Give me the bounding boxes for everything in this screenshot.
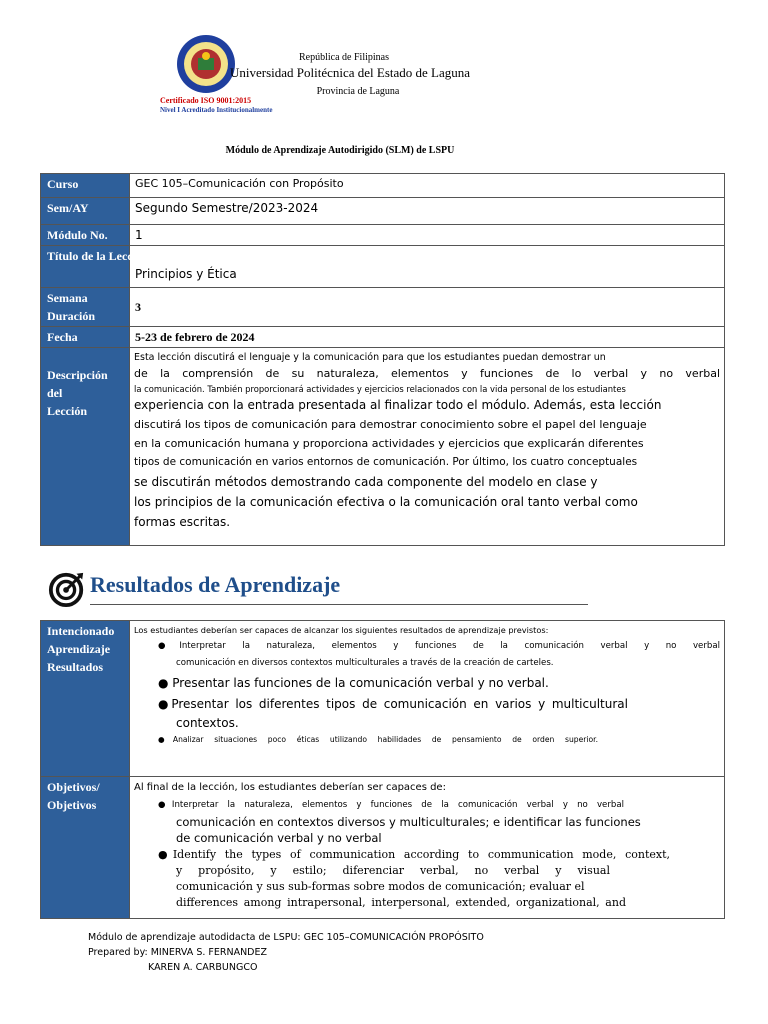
ilo-label-line1: Intencionado [47,624,115,638]
footer-prepared-by: Prepared by: MINERVA S. FERNANDEZ [88,947,268,958]
header-province: Provincia de Laguna [316,86,400,97]
desc-line-5: discutirá los tipos de comunicación para demostrar conocimiento sobre el papel del lenguaje [134,418,647,431]
descripcion-value [130,348,725,546]
semana-label [41,288,130,327]
header-country: República de Filipinas [299,52,389,63]
titulo-label [41,246,149,288]
sem-value: Segundo Semestre/2023-2024 [130,198,725,225]
resultados-title: Resultados de Aprendizaje [90,572,341,597]
fecha-value: 5-23 de febrero de 2024 [130,327,725,348]
ilo-bullet-1b: comunicación en diversos contextos multiculturales a través de la creación de carteles. [176,658,554,668]
descripcion-label [41,348,130,546]
titulo-label-text: Título de la Lección [47,249,149,263]
ilo-bullet-1a: ●Interpretar la naturaleza, elementos y funciones de la comunicación verbal y no verbal [158,641,720,651]
semana-label-line1: Semana [47,291,88,305]
semana-value: 3 [130,288,725,327]
obj-bullet-2d: differences among intrapersonal, interpersonal, extended, organizational, and [176,896,626,909]
modulo-label: Módulo No. [41,225,130,246]
header-university: Universidad Politécnica del Estado de Laguna [229,65,471,80]
ilo-bullet-2: ● Presentar las funciones de la comunicación verbal y no verbal. [158,676,549,690]
fecha-label: Fecha [41,327,130,348]
obj-bullet-2c: comunicación y sus sub-formas sobre modos de comunicación; evaluar el [176,880,585,893]
desc-line-9: los principios de la comunicación efectiva o la comunicación oral tanto verbal como [134,495,638,509]
ilo-label [41,621,130,777]
obj-bullet-2b: y propósito, y estilo; diferenciar verbal, no verbal y visual [176,864,610,877]
desc-line-8: se discutirán métodos demostrando cada componente del modelo en clase y [134,475,598,489]
sem-label: Sem/AY [41,198,130,225]
ilo-label-line2: Aprendizaje [47,642,111,656]
ilo-value [130,621,725,777]
footer-module: Módulo de aprendizaje autodidacta de LSPU: GEC 105–COMUNICACIÓN PROPÓSITO [88,932,484,943]
titulo-value: Principios y Ética [130,246,725,288]
footer-coauthor: KAREN A. CARBUNGCO [148,962,258,973]
descripcion-label-line1: Descripción [47,368,108,382]
ilo-label-line3: Resultados [47,660,104,674]
descripcion-label-line3: Lección [47,404,87,418]
desc-line-4: experiencia con la entrada presentada al finalizar todo el módulo. Además, esta lección [134,398,662,412]
curso-label: Curso [41,174,130,198]
semana-label-line2: Duración [47,309,95,323]
iso-certification: Certificado ISO 9001:2015 [160,96,252,105]
accreditation-note: Nivel I Acreditado Institucionalmente [160,106,273,114]
ilo-bullet-3b: contextos. [176,716,239,730]
obj-bullet-2a: ●Identify the types of communication according to communication mode, context, [158,848,670,861]
obj-bullet-1b: comunicación en contextos diversos y multiculturales; e identificar las funciones [176,815,641,829]
ilo-intro: Los estudiantes deberían ser capaces de alcanzar los siguientes resultados de aprendizaje previstos: [134,625,549,635]
obj-intro: Al final de la lección, los estudiantes deberían ser capaces de: [134,782,446,793]
document-title: Módulo de Aprendizaje Autodirigido (SLM) de LSPU [225,145,455,156]
ilo-bullet-4: ●Analizar situaciones poco éticas utilizando habilidades de pensamiento de orden superior. [158,735,598,744]
obj-bullet-1a: ●Interpretar la naturaleza, elementos y funciones de la comunicación verbal y no verbal [158,800,624,810]
curso-value: GEC 105–Comunicación con Propósito [130,174,725,198]
objetivos-value [130,777,725,919]
desc-line-3: la comunicación. También proporcionará actividades y ejercicios relacionados con la vida personal de los estudiantes [134,384,626,394]
ilo-bullet-3a: ●Presentar los diferentes tipos de comunicación en varios y multicultural [158,697,628,711]
objetivos-label-line1: Objetivos/ [47,780,100,794]
modulo-value: 1 [130,225,725,246]
obj-bullet-1c: de comunicación verbal y no verbal [176,831,382,845]
desc-line-6: en la comunicación humana y proporciona actividades y ejercicios que explicarán diferentes [134,437,644,450]
desc-line-2: de la comprensión de su naturaleza, elementos y funciones de lo verbal y no verbal [134,367,720,380]
desc-line-7: tipos de comunicación en varios entornos de comunicación. Por último, los cuatro conceptuales [134,456,638,468]
desc-line-1: Esta lección discutirá el lenguaje y la comunicación para que los estudiantes puedan demostrar un [134,352,606,363]
objetivos-label-line2: Objetivos [47,798,97,812]
resultados-underline [90,604,588,605]
outcomes-table [40,620,725,919]
target-icon [48,570,86,608]
descripcion-label-line2: del [47,386,63,400]
course-info-table [40,173,725,546]
desc-line-10: formas escritas. [134,515,231,529]
objetivos-label [41,777,130,919]
